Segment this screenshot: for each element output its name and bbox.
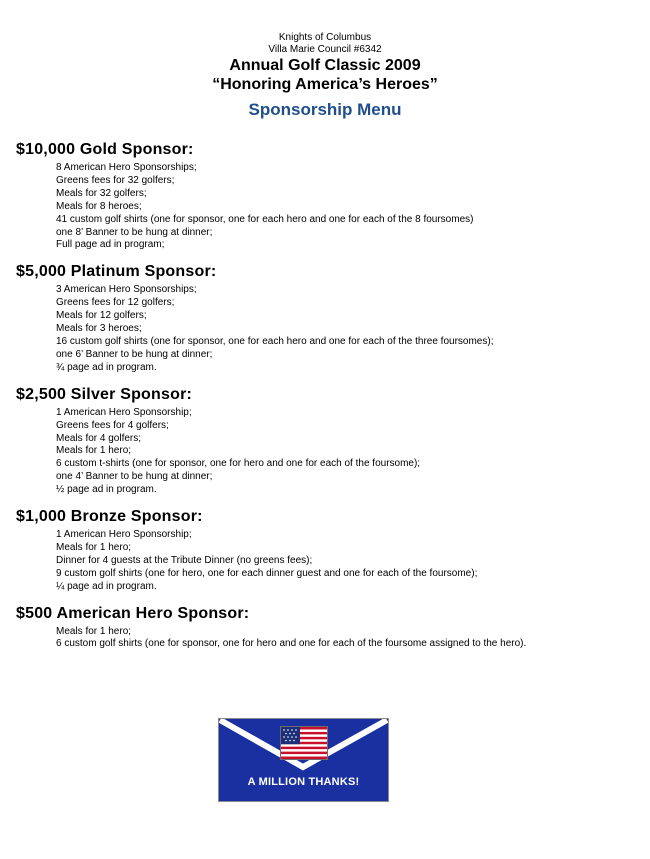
- benefit-item: ¼ page ad in program.: [56, 580, 157, 592]
- sponsor-silver: [16, 385, 636, 497]
- sponsor-title: $2,500 Silver Sponsor:: [16, 385, 193, 403]
- benefit-item: Meals for 12 golfers;: [56, 310, 147, 322]
- benefit-item: 1 American Hero Sponsorship;: [56, 529, 192, 541]
- benefit-item: one 4’ Banner to be hung at dinner;: [56, 471, 213, 483]
- benefit-item: Meals for 1 hero;: [56, 625, 132, 637]
- benefit-item: 6 custom t-shirts (one for sponsor, one for hero and one for each of the foursome);: [56, 458, 421, 470]
- benefit-item: Meals for 1 hero;: [56, 541, 132, 553]
- sponsor-title: $1,000 Bronze Sponsor:: [16, 508, 203, 526]
- sponsor-title: $5,000 Platinum Sponsor:: [16, 263, 217, 281]
- sponsor-american-hero: [16, 604, 636, 652]
- million-thanks-badge: [218, 718, 389, 802]
- sponsor-platinum: [16, 262, 636, 374]
- council-name: Villa Marie Council #6342: [268, 44, 382, 55]
- benefit-item: Meals for 32 golfers;: [56, 187, 147, 199]
- benefit-item: Greens fees for 4 golfers;: [56, 419, 169, 431]
- benefit-item: Dinner for 4 guests at the Tribute Dinner (no greens fees);: [56, 554, 313, 566]
- sponsor-benefits: [56, 162, 636, 252]
- event-subtitle: “Honoring America’s Heroes”: [212, 76, 438, 93]
- sponsor-title: $500 American Hero Sponsor:: [16, 604, 250, 622]
- org-name: Knights of Columbus: [278, 32, 372, 43]
- american-flag-icon: [280, 726, 328, 760]
- benefit-item: Meals for 8 heroes;: [56, 200, 142, 212]
- sponsor-title: $10,000 Gold Sponsor:: [16, 141, 194, 158]
- benefit-item: ¾ page ad in program.: [56, 361, 157, 373]
- benefit-item: 9 custom golf shirts (one for hero, one for each dinner guest and one for each of the foursome);: [56, 567, 478, 579]
- benefit-item: Meals for 1 hero;: [56, 445, 132, 457]
- document-header: [0, 32, 650, 122]
- sponsor-bronze: [16, 507, 636, 594]
- sponsorship-list: [16, 140, 636, 661]
- benefit-item: Meals for 3 heroes;: [56, 323, 142, 335]
- benefit-item: 6 custom golf shirts (one for sponsor, one for hero and one for each of the foursome assigned to the hero).: [56, 638, 527, 650]
- benefit-item: 41 custom golf shirts (one for sponsor, one for each hero and one for each of the 8 foursomes): [56, 213, 474, 225]
- sponsor-benefits: [56, 626, 636, 652]
- benefit-item: Full page ad in program;: [56, 239, 165, 251]
- benefit-item: one 6’ Banner to be hung at dinner;: [56, 348, 213, 360]
- benefit-item: 3 American Hero Sponsorships;: [56, 284, 197, 296]
- benefit-item: 1 American Hero Sponsorship;: [56, 406, 192, 418]
- sponsor-benefits: [56, 407, 636, 497]
- sponsor-benefits: [56, 284, 636, 374]
- menu-title: Sponsorship Menu: [248, 100, 402, 119]
- benefit-item: Greens fees for 12 golfers;: [56, 297, 175, 309]
- benefit-item: Meals for 4 golfers;: [56, 432, 142, 444]
- sponsor-gold: [16, 140, 636, 252]
- benefit-item: ½ page ad in program.: [56, 484, 157, 496]
- thanks-text: A MILLION THANKS!: [247, 776, 360, 788]
- benefit-item: 8 American Hero Sponsorships;: [56, 162, 197, 173]
- event-title: Annual Golf Classic 2009: [229, 57, 421, 74]
- benefit-item: one 8’ Banner to be hung at dinner;: [56, 226, 213, 238]
- benefit-item: 16 custom golf shirts (one for sponsor, one for each hero and one for each of the three foursomes);: [56, 335, 494, 347]
- sponsor-benefits: [56, 529, 636, 594]
- benefit-item: Greens fees for 32 golfers;: [56, 174, 175, 186]
